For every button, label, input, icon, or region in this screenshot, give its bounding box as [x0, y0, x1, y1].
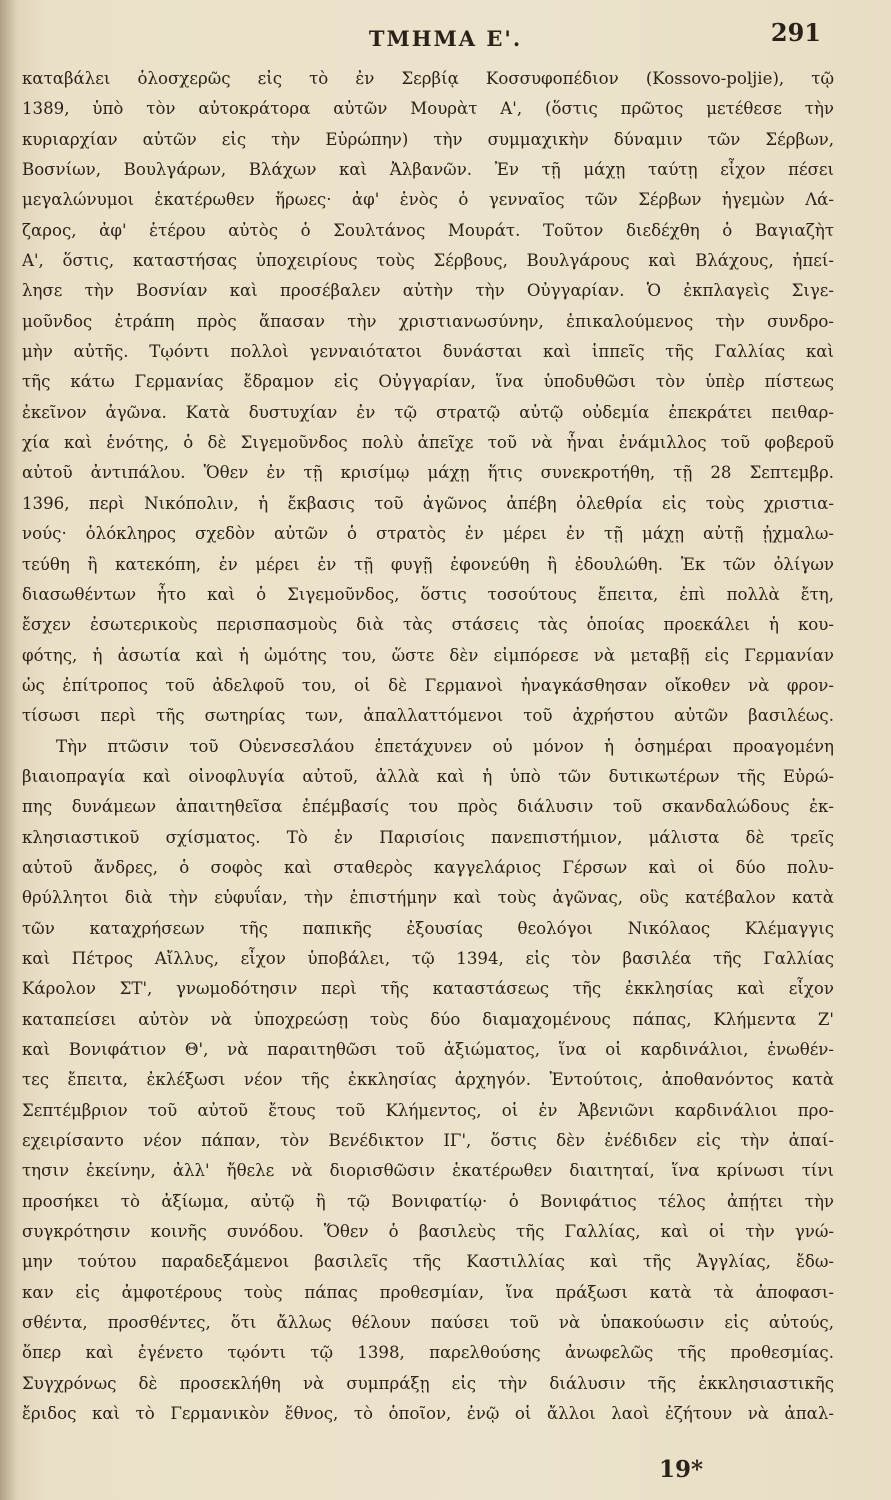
- text-line: κλησιαστικοῦ σχίσματος. Τὸ ἐν Παρισίοις πανεπιστήμιον, μάλιστα δὲ τρεῖς: [22, 827, 834, 847]
- text-line: καὶ Πέτρος Αἴλλυς, εἶχον ὑποβάλει, τῷ 1394, εἰς τὸν βασιλέα τῆς Γαλλίας: [22, 948, 834, 968]
- text-line: μὴν αὐτῆς. Τῳόντι πολλοὶ γενναιότατοι δυνάσται καὶ ἱππεῖς τῆς Γαλλίας καὶ: [22, 342, 834, 362]
- body-text: [22, 64, 834, 1429]
- page-number: 291: [770, 18, 821, 47]
- text-line: καταπείσει αὐτὸν νὰ ὑποχρεώσῃ τοὺς δύο διαμαχομένους πάπας, Κλήμεντα Ζ': [22, 1009, 834, 1029]
- text-line: τες ἔπειτα, ἐκλέξωσι νέον τῆς ἐκκλησίας ἀρχηγόν. Ἐντούτοις, ἀποθανόντος κατὰ: [22, 1070, 834, 1090]
- text-line: καν εἰς ἀμφοτέρους τοὺς πάπας προθεσμίαν, ἵνα πράξωσι κατὰ τὰ ἀποφασι-: [22, 1282, 834, 1302]
- text-line: θρύλλητοι διὰ τὴν εὐφυΐαν, τὴν ἐπιστήμην καὶ τοὺς ἀγῶνας, οὓς κατέβαλον κατὰ: [22, 888, 834, 908]
- text-line: Κάρολον ΣΤ', γνωμοδότησιν περὶ τῆς καταστάσεως τῆς ἐκκλησίας καὶ εἶχον: [22, 979, 834, 999]
- text-line: ἔσχεν ἐσωτερικοὺς περισπασμοὺς διὰ τὰς στάσεις τὰς ὁποίας προεκάλει ἡ κου-: [22, 615, 834, 635]
- text-line: 1389, ὑπὸ τὸν αὐτοκράτορα αὐτῶν Μουρὰτ Α', (ὅστις πρῶτος μετέθεσε τὴν: [22, 99, 834, 119]
- text-line: Α', ὅστις, καταστήσας ὑποχειρίους τοὺς Σέρβους, Βουλγάρους καὶ Βλάχους, ἠπεί-: [22, 251, 834, 271]
- text-line: αὐτοῦ ἄνδρες, ὁ σοφὸς καὶ σταθερὸς καγγελάριος Γέρσων καὶ οἱ δύο πολυ-: [22, 857, 834, 877]
- text-line: μεγαλώνυμοι ἑκατέρωθεν ἥρωες· ἀφ' ἑνὸς ὁ γενναῖος τῶν Σέρβων ἡγεμὼν Λά-: [22, 190, 834, 210]
- text-line: τησιν ἐκείνην, ἀλλ' ἤθελε νὰ διορισθῶσιν ἑκατέρωθεν διαιτηταί, ἵνα κρίνωσι τίνι: [22, 1161, 834, 1181]
- running-head: ΤΜΗΜΑ Ε'.: [368, 26, 523, 51]
- text-line: λησε τὴν Βοσνίαν καὶ προσέβαλεν αὐτὴν τὴν Οὐγγαρίαν. Ὁ ἐκπλαγεὶς Σιγε-: [22, 281, 834, 301]
- text-line: συγκρότησιν κοινῆς συνόδου. Ὅθεν ὁ βασιλεὺς τῆς Γαλλίας, καὶ οἱ τὴν γνώ-: [22, 1222, 834, 1242]
- text-line: ἔριδος καὶ τὸ Γερμανικὸν ἔθνος, τὸ ὁποῖον, ἐνῷ οἱ ἄλλοι λαοὶ ἐζήτουν νὰ ἀπαλ-: [22, 1404, 834, 1424]
- text-line: αὐτοῦ ἀντιπάλου. Ὅθεν ἐν τῇ κρισίμῳ μάχῃ ἥτις συνεκροτήθη, τῇ 28 Σεπτεμβρ.: [22, 463, 834, 483]
- text-line: τίσωσι περὶ τῆς σωτηρίας των, ἀπαλλαττόμενοι τοῦ ἀχρήστου αὐτῶν βασιλέως.: [22, 706, 834, 726]
- text-line: ζαρος, ἀφ' ἑτέρου αὐτὸς ὁ Σουλτάνος Μουράτ. Τοῦτον διεδέχθη ὁ Βαγιαζὴτ: [22, 220, 834, 240]
- text-line: τεύθη ἢ κατεκόπη, ἐν μέρει ἐν τῇ φυγῇ ἐφονεύθη ἢ ἐδουλώθη. Ἐκ τῶν ὀλίγων: [22, 554, 834, 574]
- signature-mark: 19*: [658, 1456, 703, 1483]
- text-line: νούς· ὁλόκληρος σχεδὸν αὐτῶν ὁ στρατὸς ἐν μέρει ἐν τῇ μάχῃ αὐτῇ ᾐχμαλω-: [22, 524, 834, 544]
- text-line: εχειρίσαντο νέον πάπαν, τὸν Βενέδικτον ΙΓ', ὅστις δὲν ἐνέδιδεν εἰς τὴν ἀπαί-: [22, 1131, 834, 1151]
- text-line: ὡς ἐπίτροπος τοῦ ἀδελφοῦ του, οἱ δὲ Γερμανοὶ ἠναγκάσθησαν οἴκοθεν νὰ φρον-: [22, 675, 834, 695]
- text-line: καὶ Βονιφάτιον Θ', νὰ παραιτηθῶσι τοῦ ἀξιώματος, ἵνα οἱ καρδινάλιοι, ἑνωθέν-: [22, 1040, 834, 1059]
- text-line: καταβάλει ὁλοσχερῶς εἰς τὸ ἐν Σερβίᾳ Κοσσυφοπέδιον (Kossovo-poljie), τῷ: [22, 69, 834, 88]
- text-line: διασωθέντων ἦτο καὶ ὁ Σιγεμοῦνδος, ὅστις τοσούτους ἔπειτα, ἐπὶ πολλὰ ἔτη,: [22, 584, 834, 604]
- text-line: Συγχρόνως δὲ προσεκλήθη νὰ συμπράξῃ εἰς τὴν διάλυσιν τῆς ἐκκλησιαστικῆς: [22, 1373, 834, 1393]
- text-line: 1396, περὶ Νικόπολιν, ἡ ἔκβασις τοῦ ἀγῶνος ἀπέβη ὀλεθρία εἰς τοὺς χριστια-: [22, 493, 834, 513]
- text-line: μοῦνδος ἐτράπη πρὸς ἅπασαν τὴν χριστιανωσύνην, ἐπικαλούμενος τὴν συνδρο-: [22, 311, 834, 331]
- text-line: κυριαρχίαν αὐτῶν εἰς τὴν Εὐρώπην) τὴν συμμαχικὴν δύναμιν τῶν Σέρβων,: [22, 129, 834, 149]
- text-line: χία καὶ ἑνότης, ὁ δὲ Σιγεμοῦνδος πολὺ ἀπεῖχε τοῦ νὰ ἦναι ἐνάμιλλος τοῦ φοβεροῦ: [22, 433, 834, 453]
- text-line: Σεπτέμβριον τοῦ αὐτοῦ ἔτους τοῦ Κλήμεντος, οἱ ἐν Ἀβενιῶνι καρδινάλιοι προ-: [22, 1100, 834, 1120]
- text-line: φότης, ἡ ἀσωτία καὶ ἡ ὠμότης του, ὥστε δὲν εἰμπόρεσε νὰ μεταβῇ εἰς Γερμανίαν: [22, 645, 834, 665]
- text-line: προσήκει τὸ ἀξίωμα, αὐτῷ ἢ τῷ Βονιφατίῳ· ὁ Βονιφάτιος τέλος ἀπῄτει τὴν: [22, 1191, 834, 1211]
- page-header: [0, 18, 891, 58]
- text-line: μην τούτου παραδεξάμενοι βασιλεῖς τῆς Καστιλλίας καὶ τῆς Ἀγγλίας, ἔδω-: [22, 1252, 834, 1272]
- text-line: πης δυνάμεων ἀπαιτηθεῖσα ἐπέμβασίς του πρὸς διάλυσιν τοῦ σκανδαλώδους ἐκ-: [22, 797, 834, 817]
- binding-shadow: [0, 0, 18, 1500]
- text-line: τῶν καταχρήσεων τῆς παπικῆς ἐξουσίας θεολόγοι Νικόλαος Κλέμαγγις: [22, 918, 834, 938]
- text-line: σθέντα, προσθέντες, ὅτι ἄλλως θέλουν παύσει τοῦ νὰ ὑπακούωσιν εἰς αὐτούς,: [22, 1313, 834, 1333]
- text-line: τῆς κάτω Γερμανίας ἔδραμον εἰς Οὐγγαρίαν, ἵνα ὑποδυθῶσι τὸν ὑπὲρ πίστεως: [22, 372, 834, 392]
- text-line: Βοσνίων, Βουλγάρων, Βλάχων καὶ Ἀλβανῶν. Ἐν τῇ μάχῃ ταύτῃ εἶχον πέσει: [22, 160, 834, 180]
- paragraph-start-line: Τὴν πτῶσιν τοῦ Οὐενσεσλάου ἐπετάχυνεν οὐ μόνον ἡ ὁσημέραι προαγομένη: [56, 736, 834, 756]
- text-line: βιαιοπραγία καὶ οἰνοφλυγία αὐτοῦ, ἀλλὰ καὶ ἡ ὑπὸ τῶν δυτικωτέρων τῆς Εὐρώ-: [22, 766, 834, 786]
- text-line: ἐκεῖνον ἀγῶνα. Κατὰ δυστυχίαν ἐν τῷ στρατῷ αὐτῷ οὐδεμία ἐπεκράτει πειθαρ-: [22, 402, 834, 422]
- text-line: ὅπερ καὶ ἐγένετο τῳόντι τῷ 1398, παρελθούσης ἀνωφελῶς τῆς προθεσμίας.: [22, 1343, 834, 1363]
